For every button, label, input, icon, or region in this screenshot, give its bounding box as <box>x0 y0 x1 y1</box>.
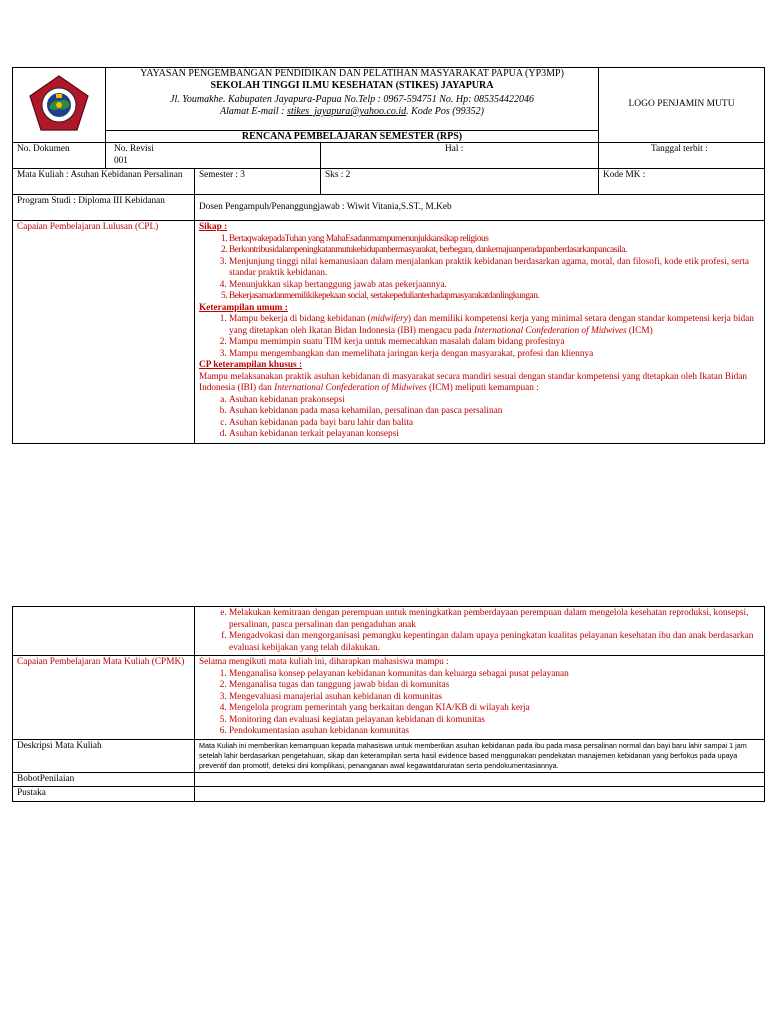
cpmk-item: 3. Mengevaluasi manajerial asuhan kebidanan di komunitas <box>229 692 760 704</box>
sikap-heading: Sikap : <box>199 222 228 232</box>
school-name: SEKOLAH TINGGI ILMU KESEHATAN (STIKES) JAYAPURA <box>210 80 494 91</box>
cpmk-content <box>195 656 765 740</box>
sks-field: Sks : 2 <box>321 169 599 195</box>
rps-title: RENCANA PEMBELAJARAN SEMESTER (RPS) <box>106 131 599 143</box>
email-link[interactable]: stikes_jayapura@yahoo.co.id <box>286 106 407 117</box>
cpmk-item: 2. Menganalisa tugas dan tanggung jawab bidan di komunitas <box>229 680 760 692</box>
bobot-penilaian-label: BobotPenilaian <box>13 772 195 787</box>
keterampilan-khusus-item: f. Mengadvokasi dan mengorganisasi pemangku kepentingan dalam upaya peningkatan kualitas pelayanan kesehatan ibu dan anak berdasarkan evaluasi kebijakan yang telah dilakukan. <box>229 631 760 654</box>
sikap-item: 3. Menjunjung tinggi nilai kemanusiaan dalam menjalankan praktik kebidanan berdasarkan agama, moral, dan filosofi, kode etik profesi, serta standar praktik kebidanan. <box>229 257 760 280</box>
rps-sheet-page-1 <box>12 67 764 444</box>
institution-header <box>106 68 599 131</box>
stikes-logo-icon <box>27 74 91 132</box>
bobot-penilaian-content <box>195 772 765 787</box>
hal-label: Hal : <box>321 143 599 169</box>
keterampilan-umum-item: 3. Mampu mengembangkan dan memelihata jaringan kerja dengan masyarakat, profesi dan kliennya <box>229 349 760 361</box>
sikap-item: 2. Berkontribusidalampeningkatanmutukehidupanbermasyarakat, berbegara, dankemajuanperadapanberdasarkanpancasila. <box>229 245 760 257</box>
tanggal-terbit-label: Tanggal terbit : <box>599 143 765 169</box>
dosen-field: Dosen Pengampuh/Penanggungjawab : Wiwit Vitania,S.ST., M.Keb <box>195 195 765 221</box>
foundation-name: YAYASAN PENGEMBANGAN PENDIDIKAN DAN PELATIHAN MASYARAKAT PAPUA (YP3MP) <box>140 68 564 79</box>
cpmk-list <box>199 669 760 738</box>
cpmk-item: 4. Mengelola program pemerintah yang berkaitan dengan KIA/KB di wilayah kerja <box>229 703 760 715</box>
keterampilan-khusus-item: b. Asuhan kebidanan pada masa kehamilan, persalinan dan pasca persalinan <box>229 406 760 418</box>
pustaka-content <box>195 787 765 802</box>
email-suffix: . Kode Pos (99352) <box>406 106 484 117</box>
institution-address: Jl. Youmakhe. Kabupaten Jayapura-Papua No.Telp : 0967-594751 No. Hp: 085354422046 <box>170 94 534 105</box>
keterampilan-umum-item: 1. Mampu bekerja di bidang kebidanan (midwifery) dan memiliki kompetensi kerja yang minimal setara dengan standar kompetensi kerja bidan yang ditetapkan oleh Ikatan Bidan Indonesia (IBI) mengacu pada International Confederation of Midwives (ICM) <box>229 314 760 337</box>
deskripsi-label: Deskripsi Mata Kuliah <box>13 739 195 772</box>
keterampilan-khusus-item: c. Asuhan kebidanan pada bayi baru lahir dan balita <box>229 418 760 430</box>
kode-mk-field: Kode MK : <box>599 169 765 195</box>
cpmk-item: 6. Pendokumentasian asuhan kebidanan komunitas <box>229 726 760 738</box>
deskripsi-content: Mata Kuliah ini memberikan kemampuan kepada mahasiswa untuk memberikan asuhan kebidanan pada ibu pada masa persalinan normal dan bayi baru lahir sampai 1 jam setelah lahir berdasarkan pengetahuan, sikap dan keterampilan serta hasil evidence based menggunakan pendekatan manajemen kebidanan yang berfokus pada upaya preventif dan promotif, deteksi dini komplikasi, penanganan awal kegawatdaruratan serta pendokumentasiannya. <box>195 739 765 772</box>
no-revisi-label: No. Revisi <box>114 144 154 154</box>
keterampilan-umum-heading: Keterampilan umum : <box>199 302 288 313</box>
institution-email-line <box>110 106 594 118</box>
continuation-label-cell <box>13 607 195 656</box>
keterampilan-umum-list <box>199 314 760 360</box>
mata-kuliah-field: Mata Kuliah : Asuhan Kebidanan Persalinan <box>13 169 195 195</box>
institution-logo <box>13 68 106 143</box>
cpl-content <box>195 221 765 444</box>
cpl-label: Capaian Pembelajaran Lulusan (CPL) <box>13 221 195 444</box>
keterampilan-khusus-intro: Mampu melaksanakan praktik asuhan kebidanan di masyarakat secara mandiri sesuai dengan standar kompetensi yang dtetapkan oleh Ikatan Bidan Indonesia (IBI) dan International Confederation of Midwives (ICM) meliputi kemampuan : <box>199 371 748 393</box>
keterampilan-khusus-list-cont <box>199 608 760 654</box>
pustaka-label: Pustaka <box>13 787 195 802</box>
no-revisi-value: 001 <box>114 155 128 166</box>
keterampilan-khusus-item: e. Melakukan kemitraan dengan perempuan untuk meningkatkan pemberdayaan perempuan dalam mengelola kesehatan reproduksi, konsepsi, persalinan, pasca persalinan dan pengaduhan anak <box>229 608 760 631</box>
sikap-item: 1. BertaqwakepadaTuhan yang MahaEsadanmampumenunjukkansikap religious <box>229 234 760 246</box>
cpmk-item: 1. Menganalisa konsep pelayanan kebidanan komunitas dan keluarga sebagai pusat pelayanan <box>229 669 760 681</box>
keterampilan-khusus-heading: CP keterampilan khusus : <box>199 360 303 370</box>
no-dokumen-label: No. Dokumen <box>13 143 106 169</box>
sikap-item: 4. Menunjukkan sikap bertanggung jawab atas pekerjaannya. <box>229 280 760 292</box>
rps-table-2 <box>12 606 765 802</box>
cpmk-item: 5. Monitoring dan evaluasi kegiatan pelayanan kebidanan di komunitas <box>229 715 760 727</box>
cpmk-intro: Selama mengikuti mata kuliah ini, diharapkan mahasiswa mampu : <box>199 657 449 667</box>
quality-assurance-logo: LOGO PENJAMIN MUTU <box>599 68 765 143</box>
sikap-item: 5. Bekerjasamadanmemilikikepekaan social, sertakepedulianterhadapmasyarakatdanlingkungan. <box>229 291 760 303</box>
no-revisi-cell <box>106 143 321 169</box>
program-studi-field: Program Studi : Diploma III Kebidanan <box>13 195 195 221</box>
keterampilan-khusus-list <box>199 395 760 441</box>
cpmk-label: Capaian Pembelajaran Mata Kuliah (CPMK) <box>13 656 195 740</box>
rps-sheet-page-2 <box>12 606 764 802</box>
semester-field: Semester : 3 <box>195 169 321 195</box>
keterampilan-khusus-item: d. Asuhan kebidanan terkait pelayanan konsepsi <box>229 429 760 441</box>
keterampilan-khusus-item: a. Asuhan kebidanan prakonsepsi <box>229 395 760 407</box>
rps-table-1 <box>12 67 765 444</box>
keterampilan-khusus-continuation <box>195 607 765 656</box>
keterampilan-umum-item: 2. Mampu memimpin suatu TIM kerja untuk memecahkan masalah dalam bidang profesinya <box>229 337 760 349</box>
email-prefix: Alamat E-mail : <box>220 106 287 117</box>
sikap-list <box>199 234 760 303</box>
